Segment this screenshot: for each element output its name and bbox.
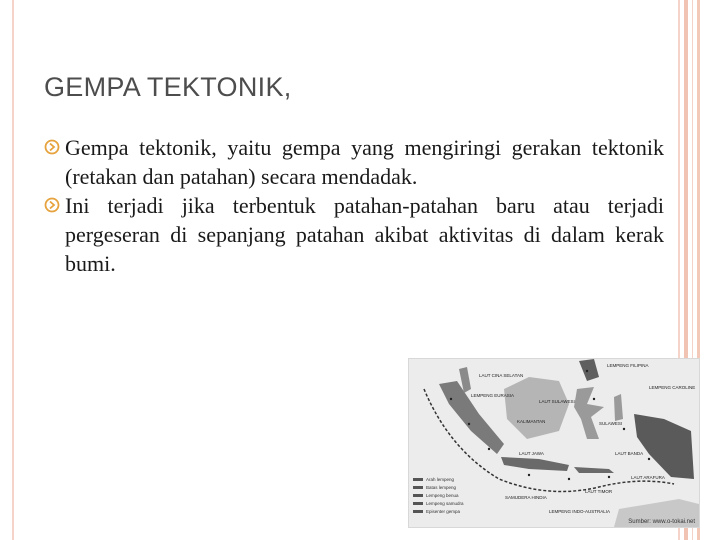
map-label: LEMPENG EURASIA	[471, 393, 515, 398]
slide-content	[44, 133, 664, 278]
map-label: LEMPENG INDO-AUSTRALIA	[549, 509, 611, 514]
legend-item: Arah lempeng	[413, 477, 464, 482]
map-label: SULAWESI	[599, 421, 623, 426]
legend-item: Lempeng samudra	[413, 501, 464, 506]
bullet-icon	[44, 197, 60, 213]
bullet-item	[44, 133, 664, 191]
map-label: LAUT TIMOR	[585, 489, 613, 494]
legend-item: Episenter gempa	[413, 509, 464, 514]
bullet-item	[44, 191, 664, 278]
tectonic-map	[408, 358, 700, 528]
map-label: KALIMANTAN	[517, 419, 546, 424]
map-label: LEMPENG CAROLINE	[649, 385, 696, 390]
bullet-icon	[44, 139, 60, 155]
map-label: SAMUDERA HINDIA	[505, 495, 547, 500]
slide-title: GEMPA TEKTONIK,	[44, 72, 292, 102]
bullet-text: Ini terjadi jika terbentuk patahan-patahan baru atau terjadi pergeseran di sepanjang patahan akibat aktivitas di dalam kerak bumi.	[65, 193, 664, 276]
map-label: LAUT JAWA	[519, 451, 544, 456]
map-label: LAUT CINA SELATAN	[479, 373, 524, 378]
left-border-line	[12, 0, 14, 540]
map-label: LAUT BANDA	[615, 451, 644, 456]
bullet-term: Gempa tektonik	[65, 135, 212, 160]
bullet-text: , yaitu gempa yang mengiringi gerakan tektonik (retakan dan patahan) secara mendadak.	[65, 135, 664, 189]
map-label: LEMPENG FILIPINA	[607, 363, 649, 368]
legend-item: Lempeng benua	[413, 493, 464, 498]
map-label: LAUT ARAFURA	[631, 475, 665, 480]
map-label: LAUT SULAWESI	[539, 399, 575, 404]
legend-item: Batas lempeng	[413, 485, 464, 490]
map-source: Sumber: www.o-tokai.net	[628, 519, 695, 525]
map-legend	[413, 477, 464, 517]
